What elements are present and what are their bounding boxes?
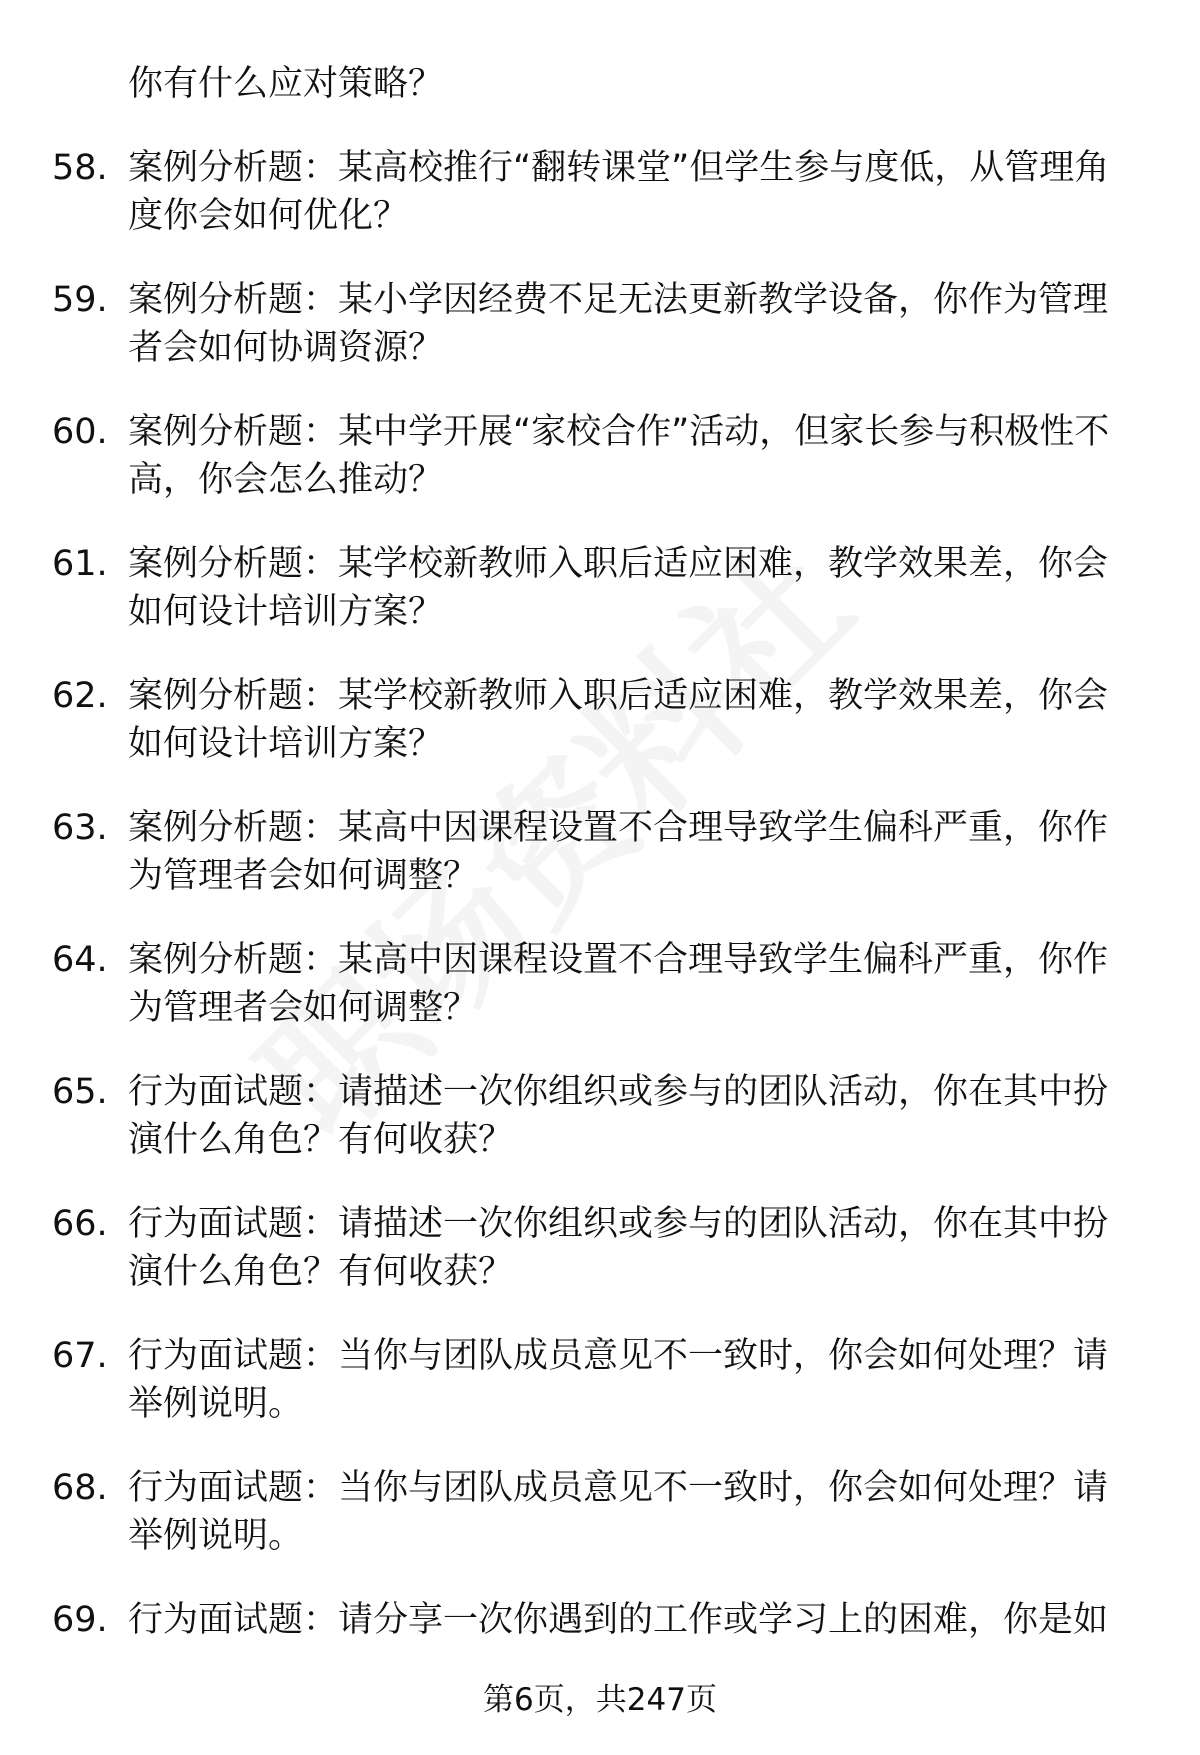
question-text: 案例分析题：某小学因经费不足无法更新教学设备，你作为管理者会如何协调资源？ bbox=[128, 280, 1109, 368]
question-number: 62. bbox=[52, 676, 108, 716]
question-number: 68. bbox=[52, 1468, 108, 1508]
list-item bbox=[0, 276, 1200, 408]
question-text: 案例分析题：某中学开展“家校合作”活动，但家长参与积极性不高，你会怎么推动？ bbox=[128, 412, 1110, 500]
question-text: 案例分析题：某高中因课程设置不合理导致学生偏科严重，你作为管理者会如何调整？ bbox=[128, 940, 1109, 1028]
question-text: 行为面试题：请描述一次你组织或参与的团队活动，你在其中扮演什么角色？有何收获？ bbox=[128, 1204, 1109, 1292]
question-list bbox=[0, 144, 1200, 1728]
question-text: 行为面试题：请分享一次你遇到的工作或学习上的困难，你是如 bbox=[128, 1600, 1109, 1640]
question-number: 61. bbox=[52, 544, 108, 584]
question-number: 69. bbox=[52, 1600, 108, 1640]
question-number: 60. bbox=[52, 412, 108, 452]
list-item bbox=[0, 408, 1200, 540]
question-text: 案例分析题：某高中因课程设置不合理导致学生偏科严重，你作为管理者会如何调整？ bbox=[128, 808, 1109, 896]
list-item bbox=[0, 936, 1200, 1068]
list-item bbox=[0, 144, 1200, 276]
list-item bbox=[0, 804, 1200, 936]
list-item bbox=[0, 1332, 1200, 1464]
question-number: 64. bbox=[52, 940, 108, 980]
question-text: 案例分析题：某高校推行“翻转课堂”但学生参与度低，从管理角度你会如何优化？ bbox=[128, 148, 1110, 236]
page-footer: 第6页，共247页 bbox=[483, 1682, 717, 1718]
question-number: 65. bbox=[52, 1072, 108, 1112]
question-number: 59. bbox=[52, 280, 108, 320]
continuation-text: 你有什么应对策略？ bbox=[128, 64, 444, 104]
question-text: 案例分析题：某学校新教师入职后适应困难，教学效果差，你会如何设计培训方案？ bbox=[128, 544, 1109, 632]
question-number: 58. bbox=[52, 148, 108, 188]
question-text: 行为面试题：当你与团队成员意见不一致时，你会如何处理？请举例说明。 bbox=[128, 1468, 1109, 1556]
list-item bbox=[0, 672, 1200, 804]
question-text: 行为面试题：请描述一次你组织或参与的团队活动，你在其中扮演什么角色？有何收获？ bbox=[128, 1072, 1109, 1160]
list-item bbox=[0, 1200, 1200, 1332]
question-text: 案例分析题：某学校新教师入职后适应困难，教学效果差，你会如何设计培训方案？ bbox=[128, 676, 1109, 764]
list-item bbox=[0, 1464, 1200, 1596]
question-text: 行为面试题：当你与团队成员意见不一致时，你会如何处理？请举例说明。 bbox=[128, 1336, 1109, 1424]
question-number: 66. bbox=[52, 1204, 108, 1244]
question-number: 63. bbox=[52, 808, 108, 848]
question-number: 67. bbox=[52, 1336, 108, 1376]
list-item bbox=[0, 540, 1200, 672]
list-item bbox=[0, 1068, 1200, 1200]
